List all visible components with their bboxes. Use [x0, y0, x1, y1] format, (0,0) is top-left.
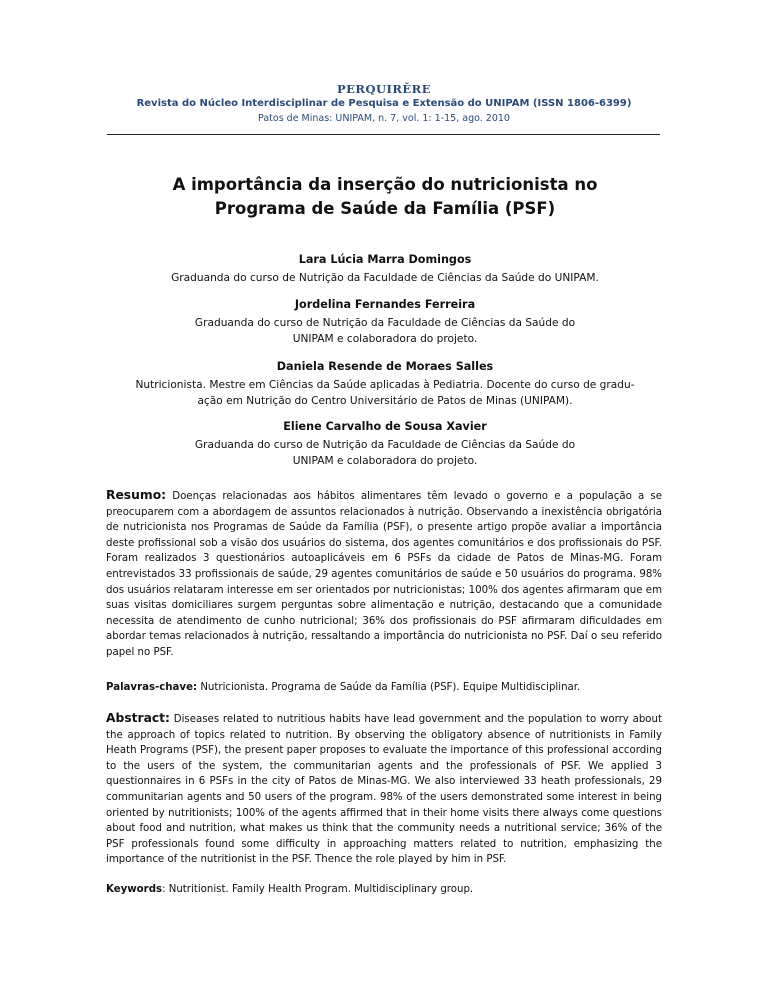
author-affiliation	[80, 315, 690, 347]
affiliation-line: UNIPAM e colaboradora do projeto.	[292, 455, 478, 467]
affiliation-line: Graduanda do curso de Nutrição da Faculdade de Ciências da Saúde do	[194, 317, 576, 329]
author-affiliation	[80, 437, 690, 469]
affiliation-line: UNIPAM e colaboradora do projeto.	[292, 333, 478, 345]
abstract-paragraph	[106, 711, 662, 868]
author-name: Jordelina Fernandes Ferreira	[294, 298, 476, 311]
author-block	[80, 359, 690, 409]
keywords-label: Keywords	[106, 884, 163, 895]
affiliation-line: Nutricionista. Mestre em Ciências da Saúde aplicadas à Pediatria. Docente do curso de gradu-	[135, 379, 635, 391]
author-affiliation	[80, 377, 690, 409]
resumo-paragraph	[106, 488, 662, 661]
article-title-line-1: A importância da inserção do nutricionista no	[172, 175, 598, 194]
author-block	[80, 252, 690, 286]
palavras-chave-line	[106, 682, 662, 693]
affiliation-line: Graduanda do curso de Nutrição da Faculdade de Ciências da Saúde do UNIPAM.	[171, 272, 599, 284]
header-divider	[107, 134, 660, 135]
author-block	[80, 419, 690, 469]
journal-issue: Patos de Minas: UNIPAM, n. 7, vol. 1: 1-15, ago. 2010	[258, 113, 510, 124]
author-name: Daniela Resende de Moraes Salles	[276, 360, 494, 373]
abstract-heading: Abstract:	[106, 711, 170, 725]
author-block	[80, 297, 690, 347]
journal-name: PERQUIRĚRE	[336, 82, 432, 96]
author-name: Eliene Carvalho de Sousa Xavier	[283, 420, 487, 433]
affiliation-line: Graduanda do curso de Nutrição da Faculdade de Ciências da Saúde do	[194, 439, 576, 451]
affiliation-line: ação em Nutrição do Centro Universitário de Patos de Minas (UNIPAM).	[197, 395, 573, 407]
article-title	[90, 173, 680, 221]
resumo-heading: Resumo:	[106, 488, 167, 502]
author-name: Lara Lúcia Marra Domingos	[298, 253, 472, 266]
keywords-text: : Nutritionist. Family Health Program. Multidisciplinary group.	[162, 884, 474, 895]
author-affiliation	[80, 270, 690, 286]
article-title-line-2: Programa de Saúde da Família (PSF)	[214, 199, 556, 218]
palavras-chave-text: Nutricionista. Programa de Saúde da Família (PSF). Equipe Multidisciplinar.	[200, 682, 581, 693]
keywords-line	[106, 884, 662, 895]
abstract-text: Diseases related to nutritious habits have lead government and the population to worry about the approach of topics related to nutrition. By observing the obligatory absence of nutritionists in Family Heath Programs (PSF), the present paper proposes to evaluate the importance of this professional according to the users of the system, the communitarian agents and the professionals of PSF. We applied 3 questionnaires in 6 PSFs in the city of Patos de Minas-MG. We also interviewed 33 heath professionals, 29 communitarian agents and 50 users of the program. 98% of the users demonstrated some interest in being oriented by nutritionists; 100% of the agents affirmed that in their home visits there always come questions about food and nutrition, what makes us think that the community needs a nutritional service; 36% of the PSF professionals found some difficulty in approaching matters related to nutrition, emphasizing the importance of the nutritionist in the PSF. Thence the role played by him in PSF.	[106, 714, 662, 866]
journal-subtitle: Revista do Núcleo Interdisciplinar de Pesquisa e Extensão do UNIPAM (ISSN 1806-6399)	[136, 98, 632, 109]
palavras-chave-label: Palavras-chave:	[106, 682, 198, 693]
resumo-text: Doenças relacionadas aos hábitos alimentares têm levado o governo e a população a se preocuparem com a abordagem de assuntos relacionados à nutrição. Observando a inexistência obrigatória de nutricionista nos Programas de Saúde da Família (PSF), o presente artigo propõe avaliar a importância deste profissional sob a visão dos usuários do sistema, dos agentes comunitários e dos profissionais do PSF. Foram realizados 3 questionários autoaplicáveis em 6 PSFs da cidade de Patos de Minas-MG. Foram entrevistados 33 profissionais de saúde, 29 agentes comunitários de saúde e 50 usuários do programa. 98% dos usuários relataram interesse em ser orientados por nutricionistas; 100% dos agentes afirmaram que em suas visitas domiciliares surgem perguntas sobre alimentação e nutrição, destacando que a comunidade necessita de atendimento de cunho nutricional; 36% dos profissionais do PSF afirmaram dificuldades em abordar temas relacionados à nutrição, ressaltando a importância do nutricionista no PSF. Daí o seu referido papel no PSF.	[106, 491, 662, 658]
